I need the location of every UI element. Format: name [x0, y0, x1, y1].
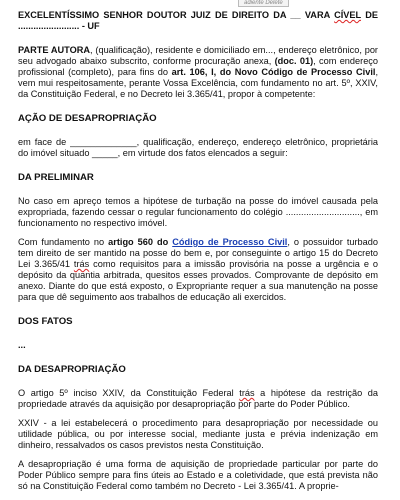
section-title-facts: DOS FATOS: [18, 316, 73, 327]
intro-paragraph: PARTE AUTORA, (qualificação), residente e domiciliado em..., endereço eletrônico, por seu advogado abaixo subscrito, conforme procuração anexa, (doc. 01), com endereço profissional (completo), para fins do art. 106, I, do Novo Código de Processo Civil, vem mui respeitosamente, perante Vossa Excelência, com fundamento no art. 5º, XXIV, da Constituição Federal, e no Decreto lei 3.365/41, propor à competente:: [18, 45, 379, 99]
section-title-preliminary: DA PRELIMINAR: [18, 172, 94, 183]
preliminary-paragraph: No caso em apreço temos a hipótese de turbação na posse do imóvel causada pela expropriada, fazendo cessar o regular funcionamento do colégio ............................., em funcionamento no respectivo imóvel.: [18, 196, 378, 228]
document-body: [18, 10, 378, 492]
edit-tag: adiente Delete: [238, 0, 289, 7]
facts-placeholder: ...: [18, 340, 26, 350]
top-strip: [0, 0, 400, 6]
legal-basis-paragraph: Com fundamento no artigo 560 do Código de Processo Civil, o possuidor turbado tem direito de ser mantido na posse do bem e, por conseguinte o artigo 15 do Decreto Lei 3.365/41 trás como requisitos para a imissão provisória na posse a urgência e o depósito da quantia arbitrada, quesitos esses provados. Comprovante de depósito em anexo. Diante do que está exposto, o Expropriante requer a sua manutenção na posse para que dê seguimento aos trabalhos de educação ali exercidos.: [18, 237, 378, 302]
court-address: EXCELENTÍSSIMO SENHOR DOUTOR JUIZ DE DIREITO DA __ VARA CÍVEL DE ........................ - UF: [18, 10, 378, 31]
spell-flag-word: trás: [73, 259, 90, 269]
cpc-link[interactable]: Código de Processo Civil: [172, 237, 288, 247]
section-title-expropriation: DA DESAPROPRIAÇÃO: [18, 364, 126, 375]
section-title-action: AÇÃO DE DESAPROPRIAÇÃO: [18, 113, 157, 124]
spell-flag-word: CÍVEL: [334, 10, 361, 20]
definition-paragraph: A desapropriação é uma forma de aquisição de propriedade particular por parte do Poder Público sempre para fins úteis ao Estado e a coletividade, que está prevista não só na Constituição Federal como também no Decreto - Lei 3.365/41. A proprie-: [18, 459, 378, 491]
spell-flag-word: trás: [239, 388, 255, 398]
constitution-paragraph: O artigo 5º inciso XXIV, da Constituição Federal trás a hipótese da restrição da propriedade através da aquisição por desapropriação por parte do Poder Público.: [18, 388, 379, 409]
constitution-quote: XXIV - a lei estabelecerá o procedimento para desapropriação por necessidade ou utilidade pública, ou por interesse social, mediante justa e prévia indenização em dinheiro, ressalvados os casos previstos nesta Constituição.: [18, 418, 378, 450]
defendant-paragraph: em face de _____________, qualificação, endereço, endereço eletrônico, proprietária do imóvel situado _____, em virtude dos fatos elencados a seguir:: [18, 137, 378, 158]
